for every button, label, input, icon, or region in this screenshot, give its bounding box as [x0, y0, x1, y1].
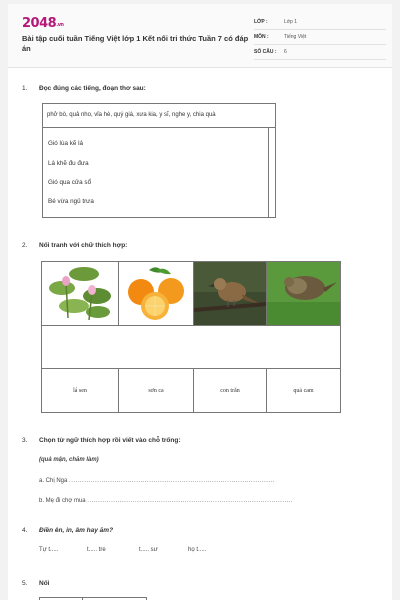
site-logo[interactable]: 2048.vn [22, 16, 64, 31]
question-3: 3. Chọn từ ngữ thích hợp rồi viết vào chỗ trống: [22, 437, 181, 444]
matching-space [42, 325, 340, 369]
fill-item[interactable]: Tự t..... [39, 547, 59, 553]
reading-box [42, 103, 276, 218]
bird-on-grass-image [267, 262, 340, 325]
word-list: phở bò, quả nho, vỉa hè, quý giá, xưa kia, y sĩ, nghe y, chia quà [43, 104, 275, 128]
poem-line: Bé vừa ngủ trưa [48, 198, 94, 205]
hint-words: (quả mận, chăm làm) [39, 457, 99, 463]
fill-line-a[interactable]: a. Chị Nga ............................................................................................... [39, 478, 275, 484]
question-4: 4. Điền ên, in, âm hay ăm? [22, 527, 114, 534]
label-cell[interactable]: lá sen [42, 369, 119, 412]
question-1: 1. Đọc đúng các tiếng, đoạn thơ sau: [22, 85, 146, 92]
matching-table [41, 261, 341, 413]
poem-line: Gió qua cửa sổ [48, 179, 92, 186]
label-cell[interactable]: quả cam [293, 387, 314, 394]
sparrow-image [194, 262, 267, 325]
fill-item[interactable]: t..... sư [139, 547, 158, 553]
lotus-image [42, 262, 119, 325]
meta-row-class: LỚP : Lớp 1 [254, 15, 386, 30]
fill-item[interactable]: t..... tre [87, 547, 106, 553]
meta-row-subject: MÔN : Tiếng Việt [254, 30, 386, 45]
label-cell[interactable]: con trăn [194, 369, 267, 412]
document-title: Bài tập cuối tuần Tiếng Việt lớp 1 Kết nối tri thức Tuần 7 có đáp án [22, 34, 249, 53]
question-2: 2. Nối tranh với chữ thích hợp: [22, 242, 128, 249]
meta-table [254, 15, 386, 60]
label-cell[interactable]: sơn ca [119, 369, 194, 412]
meta-row-count: SỐ CÂU : 6 [254, 45, 386, 60]
fill-item[interactable]: họ t..... [188, 547, 207, 553]
fill-line-b[interactable]: b. Mẹ đi chợ mua ............................................................................................... [39, 498, 294, 504]
poem-line: Gió lùa kẽ lá [48, 140, 84, 147]
worksheet-page [8, 4, 392, 600]
oranges-image [119, 262, 194, 325]
header [8, 4, 392, 68]
question-5: 5. Nối [22, 580, 50, 587]
poem-line: Lá khẽ đu đưa [48, 160, 89, 167]
poem-box [43, 128, 269, 218]
